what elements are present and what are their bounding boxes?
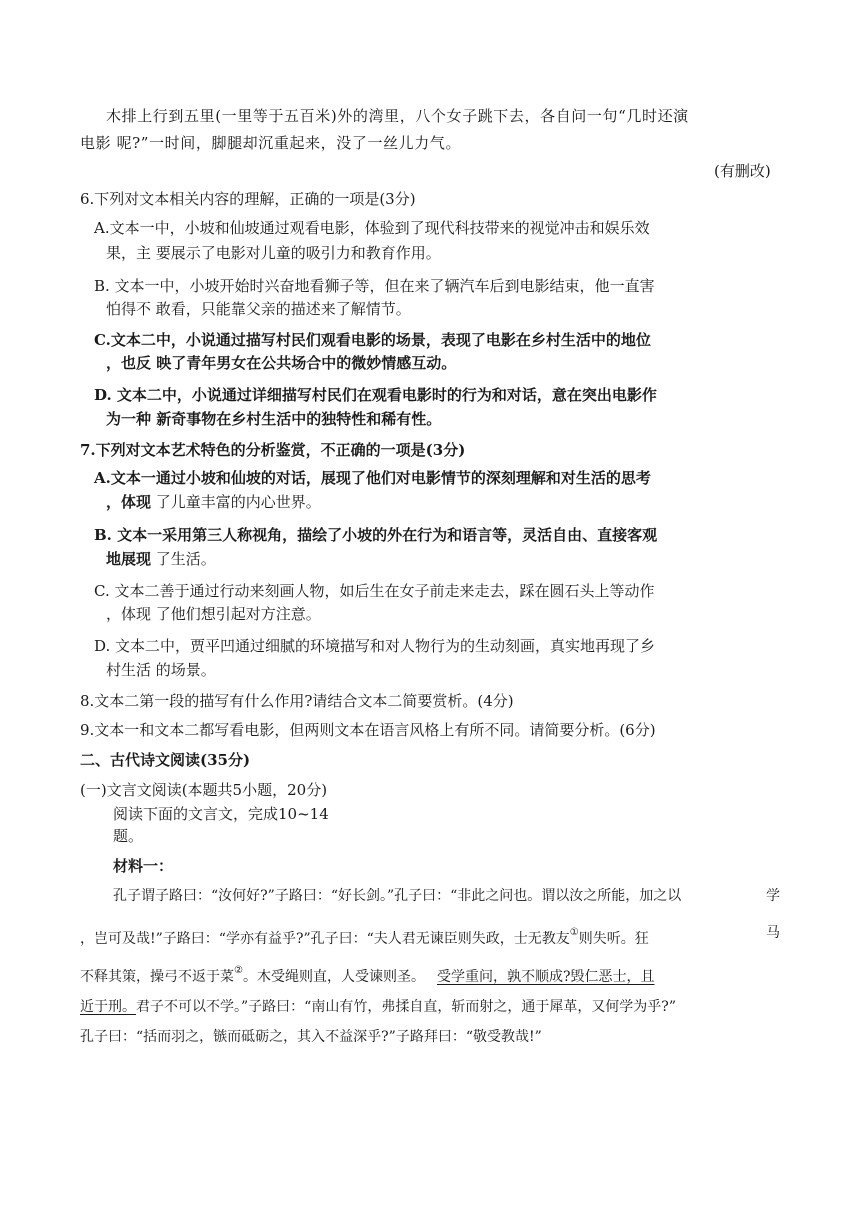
question-8: 8.文本二第一段的描写有什么作用?请结合文本二简要赏析。(4分) [80, 692, 514, 710]
material-label: 材料一： [113, 857, 174, 875]
classical-line-2: ，岂可及哉!”子路曰：“学亦有益乎?”孔子曰：“夫人君无谏臣则失政，士无教友①则失听。狂 [80, 927, 649, 947]
classical-line-5: 孔子曰：“括而羽之，镞而砥砺之，其入不益深乎?”子路拜曰：“敬受教哉!” [80, 1029, 542, 1045]
q7-option-a-line-1: A.文本一通过小坡和仙坡的对话，展现了他们对电影情节的深刻理解和对生活的思考 [94, 469, 651, 487]
q6-option-d-line-2: 为一种 新奇事物在乡村生活中的独特性和稀有性。 [106, 410, 442, 428]
q6-option-a-line-1: A.文本一中，小坡和仙坡通过观看电影，体验到了现代科技带来的视觉冲击和娱乐效 [94, 219, 650, 237]
q7-option-d-line-1: D. 文本二中，贾平凹通过细腻的环境描写和对人物行为的生动刻画，真实地再现了乡 [94, 637, 656, 655]
question-6-stem: 6.下列对文本相关内容的理解，正确的一项是(3分) [80, 190, 416, 208]
passage-line-2: 电影 呢?”一时间，脚腿却沉重起来，没了一丝儿力气。 [80, 134, 462, 152]
q6-option-a-line-2: 果，主 要展示了电影对儿童的吸引力和教育作用。 [106, 244, 441, 262]
footnote-marker-2: ② [234, 965, 243, 976]
classical-line-1-end: 学 [766, 888, 780, 904]
q6-option-b-line-2: 怕得不 敢看，只能靠父亲的描述来了解情节。 [106, 300, 411, 318]
q7-option-a-line-2: ，体现 了儿童丰富的内心世界。 [106, 493, 321, 511]
q7-option-b-line-1: B. 文本一采用第三人称视角，描绘了小坡的外在行为和语言等，灵活自由、直接客观 [94, 526, 658, 544]
question-9: 9.文本一和文本二都写看电影，但两则文本在语言风格上有所不同。请简要分析。(6分) [80, 721, 656, 739]
classical-line-3: 不释其策，操弓不返于菜②。木受绳则直，人受谏则圣。 受学重问，孰不顺成?毁仁恶士，且 [80, 965, 655, 985]
question-7-stem: 7.下列对文本艺术特色的分析鉴赏，不正确的一项是(3分) [80, 441, 466, 459]
classical-line-1: 孔子谓子路曰：“汝何好?”子路曰：“好长剑。”孔子曰：“非此之问也。谓以汝之所能，加之以 [113, 888, 682, 904]
section-2-title: 二、古代诗文阅读(35分) [80, 751, 251, 769]
q7-option-c-line-2: ，体现 了他们想引起对方注意。 [106, 605, 321, 623]
underlined-sentence-end: 近于刑。 [80, 999, 136, 1015]
q6-option-c-line-1: C.文本二中，小说通过描写村民们观看电影的场景，表现了电影在乡村生活中的地位 [94, 331, 651, 349]
classical-line-4: 近于刑。君子不可以不学。”子路曰：“南山有竹，弗揉自直，斩而射之，通于犀革，又何学为乎?” [80, 999, 676, 1015]
footnote-marker-1: ① [569, 927, 579, 938]
q7-option-c-line-1: C. 文本二善于通过行动来刻画人物，如后生在女子前走来走去，踩在圆石头上等动作 [94, 582, 655, 600]
q6-option-b-line-1: B. 文本一中，小坡开始时兴奋地看狮子等，但在来了辆汽车后到电影结束，他一直害 [94, 277, 655, 295]
classical-line-2-end: 马 [766, 925, 780, 941]
underlined-sentence: 受学重问，孰不顺成?毁仁恶士，且 [436, 969, 655, 985]
passage-line-1: 木排上行到五里(一里等于五百米)外的湾里，八个女子跳下去，各自问一句“几时还演 [106, 107, 689, 125]
section-2-subtitle: (一)文言文阅读(本题共5小题，20分) [80, 781, 328, 799]
q7-option-d-line-2: 村生活 的场景。 [106, 661, 216, 679]
source-note: (有删改) [714, 162, 771, 180]
instruction-line-2: 题。 [113, 827, 144, 845]
q6-option-c-line-2: ，也反 映了青年男女在公共场合中的微妙情感互动。 [106, 354, 457, 372]
q6-option-d-line-1: D. 文本二中，小说通过详细描写村民们在观看电影时的行为和对话，意在突出电影作 [94, 386, 657, 404]
q7-option-b-line-2: 地展现 了生活。 [106, 550, 216, 568]
instruction-line-1: 阅读下面的文言文，完成10~14 [113, 805, 329, 823]
